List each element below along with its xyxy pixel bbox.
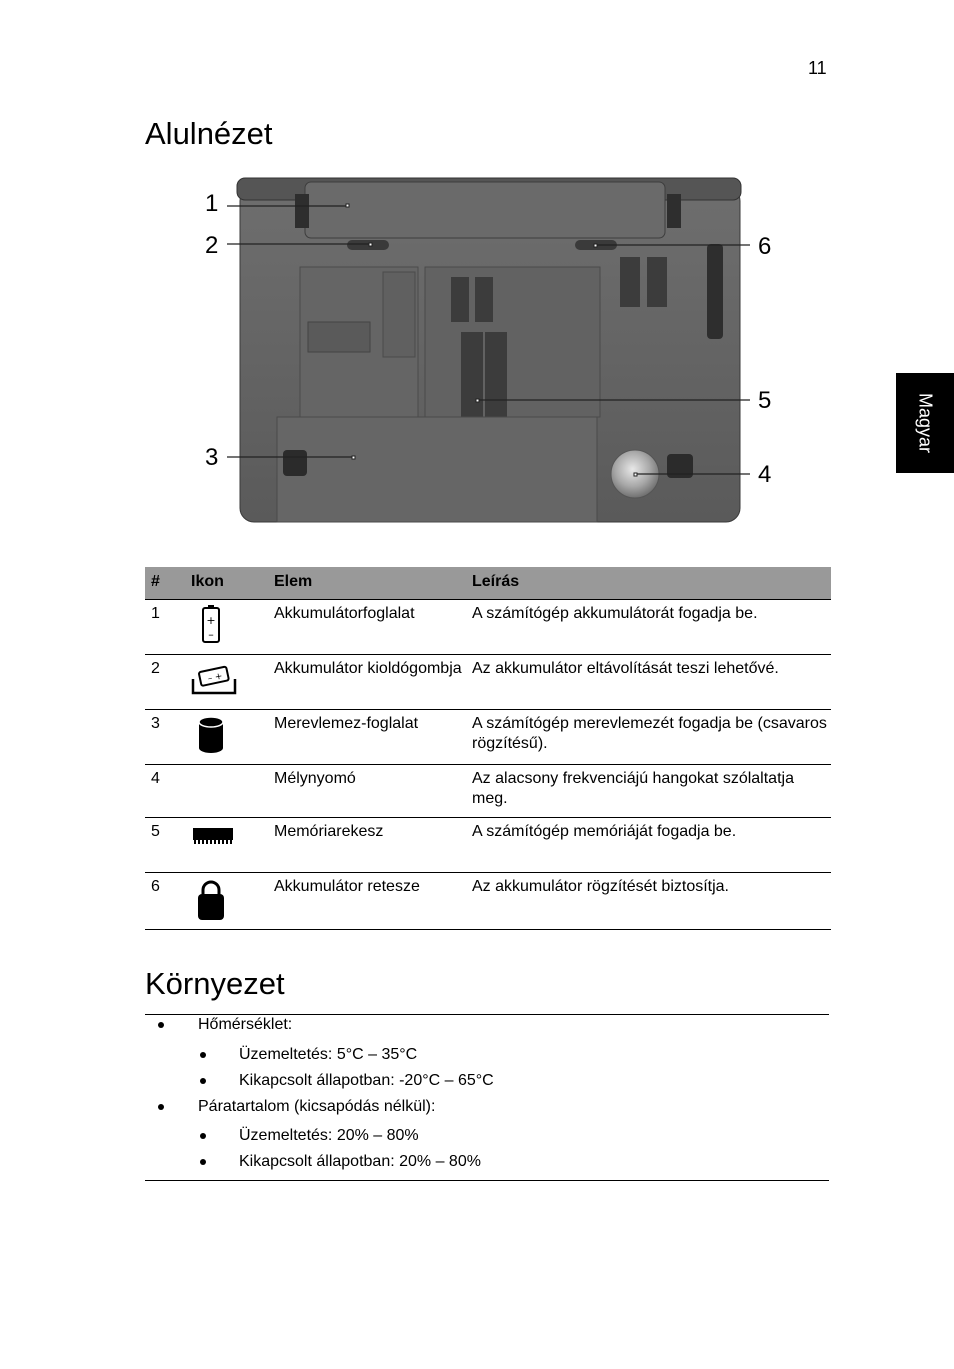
row-number: 1 xyxy=(145,600,187,655)
components-table xyxy=(145,567,831,930)
table-row xyxy=(145,710,831,765)
row-description: A számítógép memóriáját fogadja be. xyxy=(468,818,831,873)
svg-text:– +: – + xyxy=(206,671,224,685)
memory-icon xyxy=(191,822,251,852)
language-tab-label: Magyar xyxy=(915,392,936,454)
svg-text:+: + xyxy=(206,614,216,627)
bullet xyxy=(158,1104,164,1110)
callout-3: 3 xyxy=(205,444,219,471)
page-number: 11 xyxy=(808,58,827,78)
svg-text:–: – xyxy=(208,628,214,641)
callout-2: 2 xyxy=(205,232,219,259)
rule-top xyxy=(145,1014,829,1015)
row-element: Memóriarekesz xyxy=(270,818,468,873)
row-icon-cell xyxy=(187,655,270,710)
row-number: 4 xyxy=(145,765,187,818)
table-header-row xyxy=(145,567,831,600)
callout-6: 6 xyxy=(758,233,772,260)
header-number: # xyxy=(145,567,187,600)
row-description: Az alacsony frekvenciájú hangokat szólaltatja meg. xyxy=(468,765,831,818)
bullet xyxy=(200,1078,206,1084)
row-icon-cell xyxy=(187,600,270,655)
bullet xyxy=(200,1133,206,1139)
row-element: Akkumulátorfoglalat xyxy=(270,600,468,655)
laptop-bottom-illustration xyxy=(195,172,795,532)
hum-operating: Üzemeltetés: 20% – 80% xyxy=(239,1127,419,1144)
row-number: 6 xyxy=(145,873,187,930)
row-element: Mélynyomó xyxy=(270,765,468,818)
row-icon-cell xyxy=(187,765,270,818)
bullet xyxy=(200,1159,206,1165)
hum-off: Kikapcsolt állapotban: 20% – 80% xyxy=(239,1153,481,1170)
row-description: Az akkumulátor rögzítését biztosítja. xyxy=(468,873,831,930)
row-description: Az akkumulátor eltávolítását teszi lehetővé. xyxy=(468,655,831,710)
row-icon-cell xyxy=(187,873,270,930)
lock-icon xyxy=(191,877,251,923)
header-icon: Ikon xyxy=(187,567,270,600)
table-row xyxy=(145,873,831,930)
row-number: 5 xyxy=(145,818,187,873)
battery-release-icon xyxy=(191,659,251,699)
table-row xyxy=(145,600,831,655)
section-title-bottom-view: Alulnézet xyxy=(145,116,273,151)
laptop-bottom-drawing xyxy=(195,172,795,532)
header-element: Elem xyxy=(270,567,468,600)
bullet xyxy=(158,1022,164,1028)
row-element: Merevlemez-foglalat xyxy=(270,710,468,765)
temp-operating: Üzemeltetés: 5°C – 35°C xyxy=(239,1046,418,1063)
battery-icon xyxy=(191,604,251,648)
section-title-environment: Környezet xyxy=(145,966,285,1001)
header-description: Leírás xyxy=(468,567,831,600)
rule-bottom xyxy=(145,1180,829,1181)
row-number: 3 xyxy=(145,710,187,765)
language-tab xyxy=(896,373,954,473)
hard-disk-icon xyxy=(191,714,251,756)
callout-1: 1 xyxy=(205,190,219,217)
callout-5: 5 xyxy=(758,387,772,414)
callout-4: 4 xyxy=(758,461,772,488)
table-row xyxy=(145,655,831,710)
row-description: A számítógép merevlemezét fogadja be (csavaros rögzítésű). xyxy=(468,710,831,765)
row-description: A számítógép akkumulátorát fogadja be. xyxy=(468,600,831,655)
row-number: 2 xyxy=(145,655,187,710)
temperature-label: Hőmérséklet: xyxy=(198,1016,293,1033)
bullet xyxy=(200,1052,206,1058)
table-row xyxy=(145,818,831,873)
row-element: Akkumulátor kioldógombja xyxy=(270,655,468,710)
temp-off: Kikapcsolt állapotban: -20°C – 65°C xyxy=(239,1072,494,1089)
row-element: Akkumulátor retesze xyxy=(270,873,468,930)
row-icon-cell xyxy=(187,818,270,873)
table-row xyxy=(145,765,831,818)
row-icon-cell xyxy=(187,710,270,765)
humidity-label: Páratartalom (kicsapódás nélkül): xyxy=(198,1098,436,1115)
